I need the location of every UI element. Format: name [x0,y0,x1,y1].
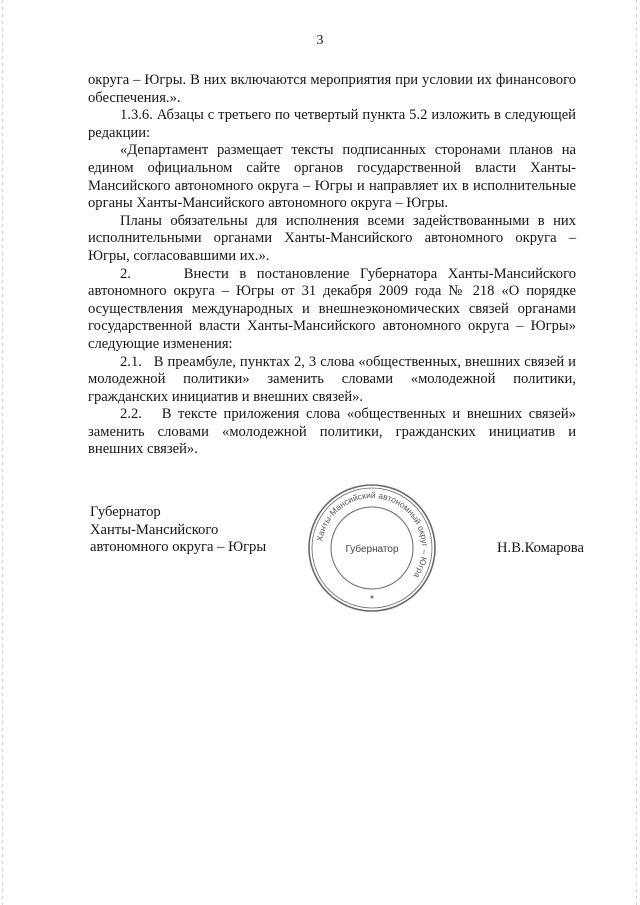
signature-block [90,504,266,557]
signer-title-line-3: автономного округа – Югры [90,539,267,556]
scan-edge-right [636,0,637,905]
signer-name: Н.В.Комарова [497,540,584,556]
seal-center-text: Губернатор [345,544,399,555]
paragraph-department-quote: «Департамент размещает тексты подписанных сторонами планов на едином официальном сайте органов государственной власти Ханты-Мансийского автономного округа – Югры и направляет их в исполнительные органы Ханты-Мансийского автономного округа – Югры. [88,142,576,212]
page-number: 3 [316,33,324,48]
seal-star-icon: ★ [369,594,375,601]
seal-ring-text: Ханты-Мансийский автономный округ – Югра [314,489,431,581]
signer-title-line-1: Губернатор [90,504,161,520]
scan-edge-left [2,0,3,905]
paragraph-item-2: 2. Внести в постановление Губернатора Ханты-Мансийского автономного округа – Югры от 31 декабря 2009 года № 218 «О порядке осуществления международных и внешнеэкономических связей органами государственной власти Ханты-Мансийского автономного округа – Югры» следующие изменения: [88,265,576,352]
paragraph-item-2-1: 2.1. В преамбуле, пунктах 2, 3 слова «общественных, внешних связей и молодежной политики» заменить словами «молодежной политики, гражданских инициатив и внешних связей». [88,353,576,405]
signer-title-line-2: Ханты-Мансийского [90,521,219,538]
official-seal [306,482,438,614]
paragraph-item-2-2: 2.2. В тексте приложения слова «общественных и внешних связей» заменить словами «молодежной политики, гражданских инициатив и внешних связей». [88,406,576,458]
document-body [88,72,576,459]
seal-graphic [306,482,438,614]
paragraph-1-3-6: 1.3.6. Абзацы с третьего по четвертый пункта 5.2 изложить в следующей редакции: [88,107,576,141]
paragraph-continuation: округа – Югры. В них включаются мероприятия при условии их финансового обеспечения.». [88,72,576,106]
paragraph-plans-mandatory: Планы обязательны для исполнения всеми задействованными в них исполнительными органами Ханты-Мансийского автономного округа – Югры, согласовавшими их.». [88,212,576,264]
